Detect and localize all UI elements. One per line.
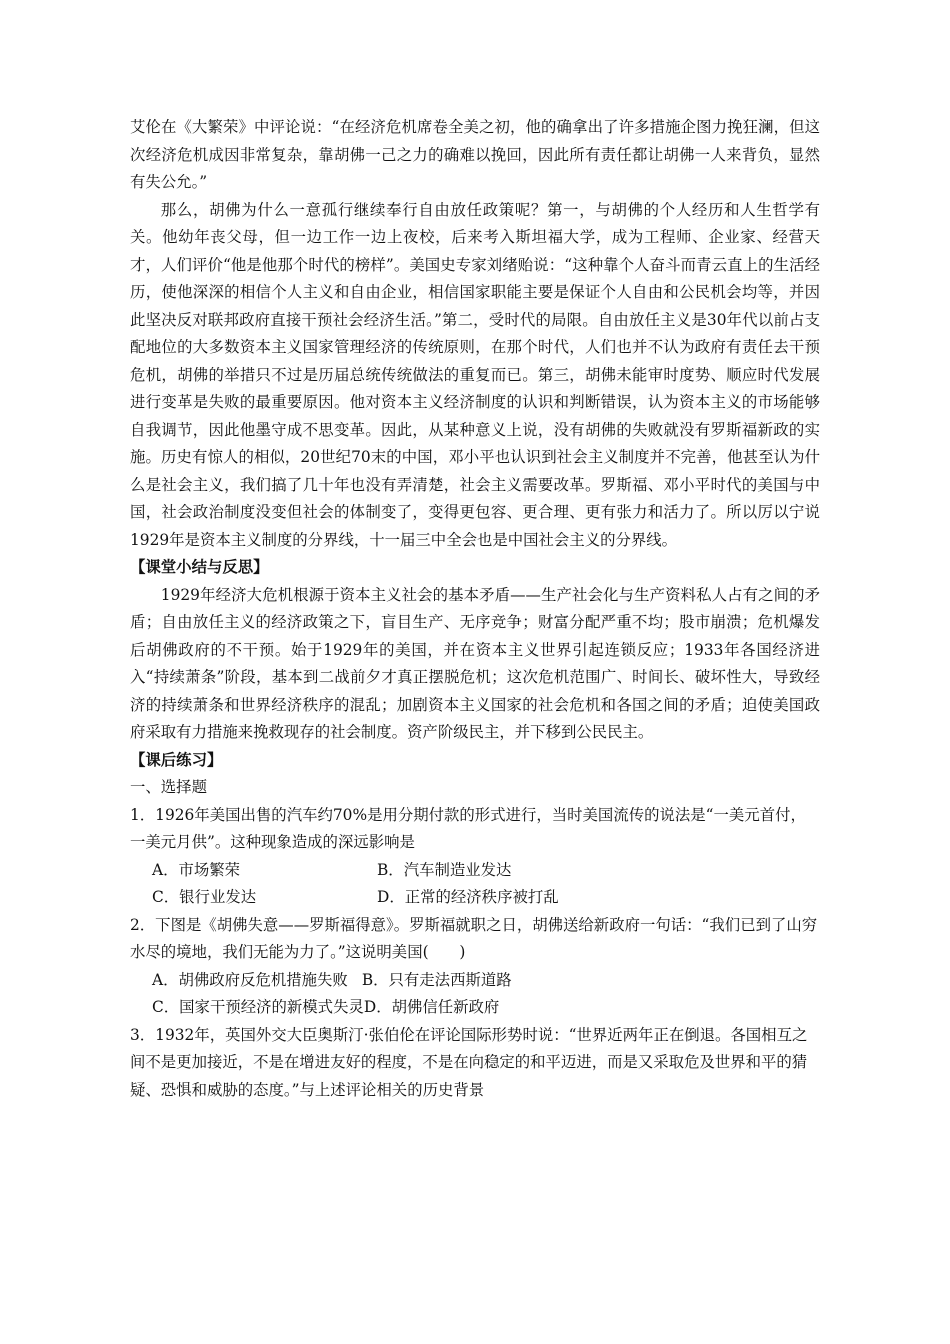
document-page: [130, 114, 820, 1104]
question-2-options-row2: [130, 994, 820, 1022]
section-title: 一、选择题: [130, 778, 207, 796]
question-2-option-c: C．国家干预经济的新模式失灵: [152, 998, 364, 1016]
question-1-option-c: C．银行业发达: [152, 888, 257, 906]
question-1-options-row1: [130, 857, 820, 885]
question-1-option-d: D．正常的经济秩序被打乱: [377, 888, 559, 906]
question-1-option-a: A．市场繁荣: [152, 860, 241, 879]
question-3-stem: 3．1932年，英国外交大臣奥斯汀·张伯伦在评论国际形势时说：“世界近两年正在倒退。各国相互之间不是更加接近，不是在增进友好的程度，不是在向稳定的和平迈进，而是又采取危及世界和平的猜疑、恐惧和威胁的态度。”与上述评论相关的历史背景: [130, 1025, 808, 1099]
paragraph-quote-allen: 艾伦在《大繁荣》中评论说：“在经济危机席卷全美之初，他的确拿出了许多措施企图力挽狂澜，但这次经济危机成因非常复杂，靠胡佛一己之力的确难以挽回，因此所有责任都让胡佛一人来背负，显然有失公允。”: [130, 118, 820, 191]
paragraph-hoover-analysis: 那么，胡佛为什么一意孤行继续奉行自由放任政策呢？第一，与胡佛的个人经历和人生哲学有关。他幼年丧父母，但一边工作一边上夜校，后来考入斯坦福大学，成为工程师、企业家、经营天才，人们评价“他是他那个时代的榜样”。美国史专家刘绪贻说：“这种靠个人奋斗而青云直上的生活经历，使他深深的相信个人主义和自由企业，相信国家职能主要是保证个人自由和公民机会均等，并因此坚决反对联邦政府直接干预社会经济生活。”第二，受时代的局限。自由放任主义是30年代以前占支配地位的大多数资本主义国家管理经济的传统原则，在那个时代，人们也并不认为政府有责任去干预危机，胡佛的举措只不过是历届总统传统做法的重复而已。第三，胡佛未能审时度势、顺应时代发展进行变革是失败的最重要原因。他对资本主义经济制度的认识和判断错误，认为资本主义的市场能够自我调节，因此他墨守成不思变革。因此，从某种意义上说，没有胡佛的失败就没有罗斯福新政的实施。历史有惊人的相似，20世纪70末的中国，邓小平也认识到社会主义制度并不完善，他甚至认为什么是社会主义，我们搞了几十年也没有弄清楚，社会主义需要改革。罗斯福、邓小平时代的美国与中国，社会政治制度没变但社会的体制变了，变得更包容、更合理、更有张力和活力了。所以厉以宁说1929年是资本主义制度的分界线，十一届三中全会也是中国社会主义的分界线。: [130, 200, 820, 549]
question-2-option-a: A．胡佛政府反危机措施失败: [152, 970, 348, 989]
question-2-stem: 2．下图是《胡佛失意——罗斯福得意》。罗斯福就职之日，胡佛送给新政府一句话：“我们已到了山穷水尽的境地，我们无能为力了。”这说明美国( ): [130, 915, 818, 961]
exercise-heading: 【课后练习】: [130, 750, 223, 769]
question-2-option-d: D．胡佛信任新政府: [363, 998, 500, 1016]
question-1-stem: 1．1926年美国出售的汽车约70%是用分期付款的形式进行，当时美国流传的说法是“一美元首付，一美元月供”。这种现象造成的深远影响是: [130, 805, 806, 851]
question-1-options-row2: [130, 884, 820, 912]
summary-heading: 【课堂小结与反思】: [130, 558, 269, 576]
summary-text: 1929年经济大危机根源于资本主义社会的基本矛盾——生产社会化与生产资料私人占有之间的矛盾；自由放任主义的经济政策之下，盲目生产、无序竞争；财富分配严重不均；股市崩溃；危机爆发后胡佛政府的不干预。始于1929年的美国，并在资本主义世界引起连锁反应；1933年各国经济进入“持续萧条”阶段，基本到二战前夕才真正摆脱危机；这次危机范围广、时间长、破坏性大，导致经济的持续萧条和世界经济秩序的混乱；加剧资本主义国家的社会危机和各国之间的矛盾；迫使美国政府采取有力措施来挽救现存的社会制度。资产阶级民主，并下移到公民民主。: [130, 585, 820, 741]
question-1-option-b: B．汽车制造业发达: [377, 860, 512, 879]
question-2-option-b: B．只有走法西斯道路: [361, 970, 512, 989]
question-2-options-row1: [130, 967, 820, 995]
